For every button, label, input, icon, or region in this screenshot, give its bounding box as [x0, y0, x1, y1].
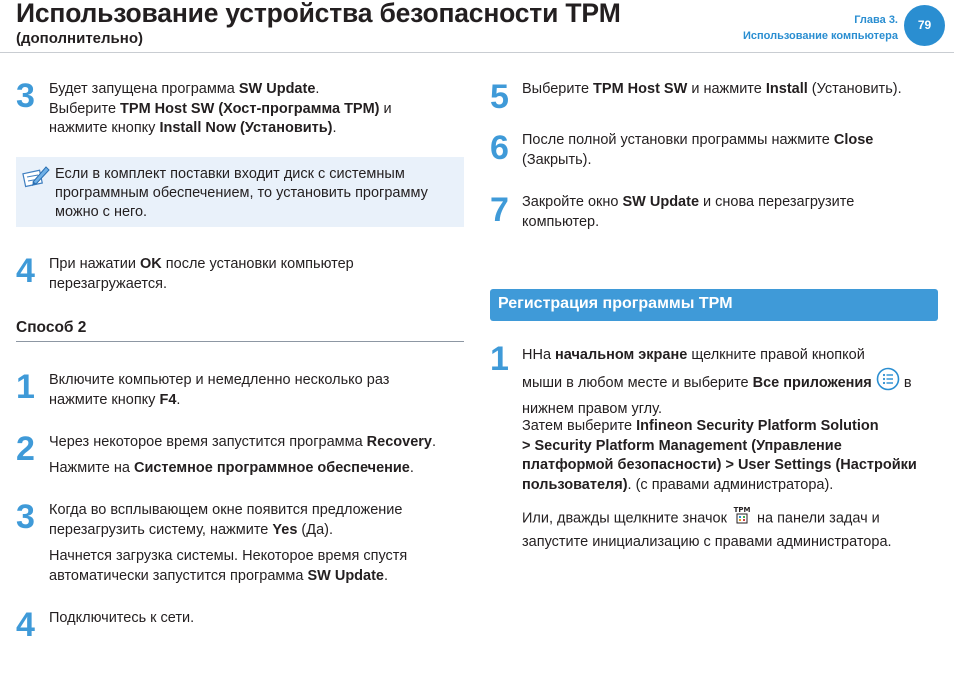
header-divider	[0, 52, 954, 53]
step-number: 3	[16, 498, 35, 536]
step-number: 6	[490, 129, 509, 167]
step-number: 4	[16, 606, 35, 644]
page-title: Использование устройства безопасности TPM	[16, 0, 621, 28]
step-number: 5	[490, 78, 509, 116]
step-number: 7	[490, 191, 509, 229]
step-text: ННа начальном экране щелкните правой кнопкой мыши в любом месте и выберите Все приложения в нижнем правом углу.	[522, 347, 912, 417]
step-text: Включите компьютер и немедленно несколько раз нажмите кнопку F4.	[49, 372, 390, 408]
step-text: Подключитесь к сети.	[49, 610, 195, 626]
all-apps-icon	[876, 367, 900, 399]
step-text: Когда во всплывающем окне появится предложение перезагрузить систему, нажмите Yes (Да). Начнется загрузка системы. Некоторое время спустя автоматически запустится программа SW Update.	[49, 502, 408, 584]
page-subtitle: (дополнительно)	[16, 30, 143, 47]
tpm-tray-icon	[731, 505, 753, 532]
chapter-label	[743, 12, 898, 44]
step-number: 3	[16, 77, 35, 115]
step-text: Или, дважды щелкните значок TPM на панели задач и запустите инициализацию с правами администратора.	[522, 506, 892, 550]
step-text: После полной установки программы нажмите Close (Закрыть).	[522, 132, 874, 168]
step-text: Затем выберите Infineon Security Platform Solution > Security Platform Management (Управление платформой безопасности) > User Settings (Настройки пользователя). (с правами администратора).	[522, 418, 917, 493]
method-divider	[16, 341, 464, 342]
step-text: При нажатии OK после установки компьютер перезагружается.	[49, 256, 354, 292]
section-title: Регистрация программы TPM	[498, 295, 733, 312]
page-number-badge: 79	[904, 5, 945, 46]
chapter-number: Глава 3.	[854, 14, 898, 26]
step-text: Будет запущена программа SW Update. Выберите TPM Host SW (Хост-программа TPM) и нажмите кнопку Install Now (Установить).	[49, 81, 392, 136]
chapter-title: Использование компьютера	[742, 30, 898, 42]
step-text: Закройте окно SW Update и снова перезагрузите компьютер.	[522, 194, 855, 230]
step-number: 2	[16, 430, 35, 468]
note-pencil-icon	[22, 163, 50, 195]
tpm-icon-label: TPM	[733, 506, 751, 514]
step-number: 4	[16, 252, 35, 290]
step-number: 1	[16, 368, 35, 406]
note-text: Если в комплект поставки входит диск с системным программным обеспечением, то установить программу можно с него.	[55, 166, 428, 220]
step-text: Через некоторое время запустится программа Recovery. Нажмите на Системное программное обеспечение.	[49, 434, 436, 476]
step-text: Выберите TPM Host SW и нажмите Install (Установить).	[522, 81, 902, 97]
step-number: 1	[490, 340, 509, 378]
method-heading: Способ 2	[16, 319, 87, 336]
